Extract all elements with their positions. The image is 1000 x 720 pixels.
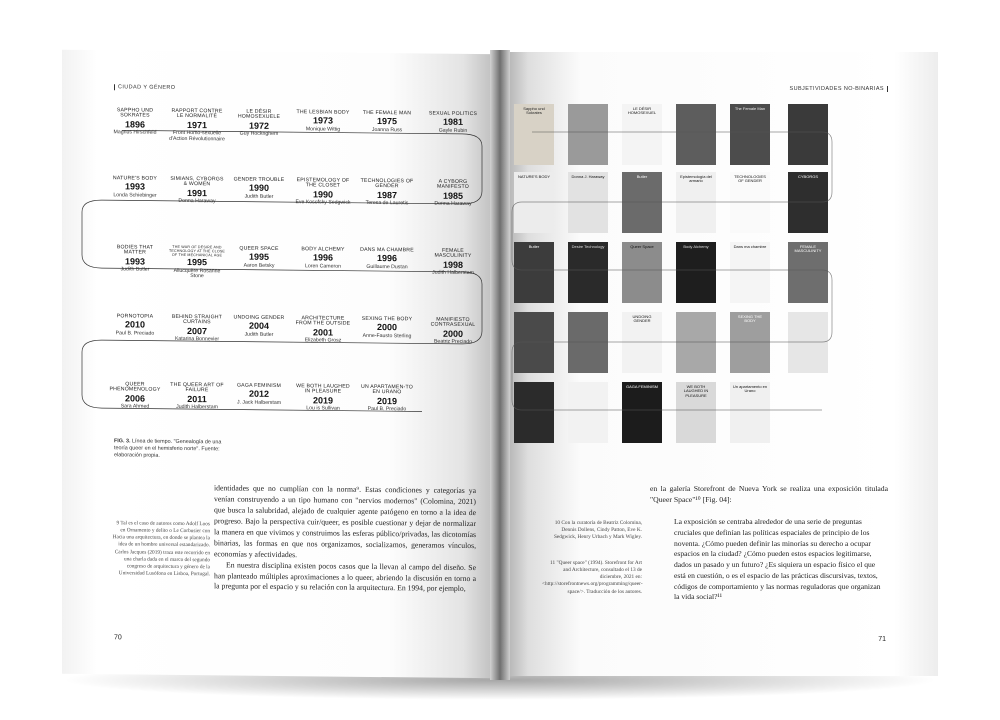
timeline-entry	[168, 383, 226, 411]
book-cover	[676, 172, 716, 233]
sidenote-11: 11 "Queer space" (1994). Storefront for Art and Architecture, consultado el 13 de diciembre, 2021 en: <http://storefrontnews.org/programming/queer-space/>. Traducción de los autores.	[542, 560, 643, 595]
timeline-entry	[168, 315, 226, 343]
timeline-entry	[294, 110, 352, 133]
figure-caption	[114, 438, 234, 460]
timeline-entry-year: 1985	[442, 190, 464, 201]
timeline-entry	[358, 111, 416, 134]
left-body-text	[214, 483, 476, 595]
timeline-entry	[424, 249, 482, 277]
timeline-entry-author: Gayle Rubin	[438, 127, 468, 134]
timeline-entry-title: SIMIANS, CYBORGS & WOMEN	[170, 175, 224, 188]
book-cover-title: SEXING THE BODY	[737, 314, 763, 324]
timeline-entry-author: Magnus Hirschfeld	[113, 129, 157, 137]
timeline-entry-author: Allucquère Rosanne Stone	[173, 267, 221, 280]
timeline-entry-year: 2007	[186, 325, 208, 337]
timeline-entry-year: 2012	[248, 389, 270, 400]
timeline-entry-year: 1987	[376, 189, 398, 201]
timeline-entry-title: A CYBORG MANIFESTO	[437, 178, 469, 191]
timeline-entry-title: BEHIND STRAIGHT CURTAINS	[171, 313, 223, 326]
sidenote-10: 10 Con la curatoría de Beatriz Colomina, Dennis Dollens, Cindy Patton, Eve K. Sedgwick, Henry Urbach y Mark Wigley.	[553, 520, 642, 541]
timeline-entry-year: 2000	[442, 328, 464, 339]
timeline-entry-year: 1991	[186, 187, 208, 199]
book-cover	[676, 104, 716, 165]
timeline-entry-title: QUEER PHENOMENOLOGY	[109, 381, 161, 394]
timeline-entry-title: BODY ALCHEMY	[301, 246, 345, 253]
timeline-entry-title: QUEER SPACE	[239, 245, 279, 252]
book-cover-title: Queer Space	[630, 244, 654, 249]
timeline-entry-title: PORNOTOPIA	[116, 313, 154, 320]
timeline-entry-year: 2001	[312, 327, 334, 338]
book-cover-title: NATURE'S BODY	[517, 174, 551, 179]
book-cover-title: UNDOING GENDER	[632, 314, 652, 324]
timeline-entry-year: 1981	[442, 117, 464, 128]
timeline-entry-year: 2019	[312, 395, 334, 406]
timeline-entry-author: Paul B. Preciado	[367, 406, 407, 413]
book-cover	[788, 172, 828, 233]
right-body-text	[650, 484, 888, 506]
sidenote-9: 9 Tal es el caso de autores como Adolf Loos en Ornamento y delito o Le Corbusier con Hacia una arquitectura, en donde se plantea la idea de un hombre universal estandarizado. Carlos Jacques (2019) traza este recorrido en una charla dada en el marco del segundo congreso de arquitectura y género de la Universidad Lusófona en Lisboa, Portugal.	[112, 520, 210, 578]
book-cover-title: Butler	[528, 244, 540, 249]
book-cover	[568, 242, 608, 303]
timeline-entry-author: Paul B. Preciado	[115, 330, 155, 337]
timeline-entry-title: FEMALE MASCULINITY	[434, 247, 472, 260]
book-cover-title: Sappho und Sokrates	[523, 106, 545, 116]
book-cover	[730, 104, 770, 165]
timeline-entry	[424, 112, 482, 135]
timeline-entry-author: Joanna Russ	[371, 126, 403, 134]
book-cover-title: Dans ma chambre	[733, 244, 767, 249]
timeline-entry-author: Donna Haraway	[178, 198, 216, 205]
book-cover	[730, 312, 770, 373]
book-cover	[568, 172, 608, 233]
timeline-entry-author: Donna Haraway	[434, 200, 472, 208]
timeline-entry-author: Eve Kosofsky Sedgwick	[295, 199, 351, 207]
book-cover	[514, 382, 554, 443]
timeline-entry-year: 2000	[376, 322, 398, 333]
timeline-entry-author: Loren Cameron	[304, 263, 342, 270]
timeline-entry-author: Judith Butler	[244, 193, 274, 200]
timeline-entry	[294, 178, 352, 206]
timeline-entry-year: 1896	[124, 119, 146, 130]
timeline-entry-title: EPISTEMOLOGY OF THE CLOSET	[296, 177, 350, 190]
book-cover	[730, 382, 770, 443]
timeline-entry	[168, 109, 226, 143]
book-cover	[730, 242, 770, 303]
timeline-entry	[358, 248, 416, 271]
timeline-entry-title: ARCHITECTURE FROM THE OUTSIDE	[295, 315, 351, 328]
timeline-entry-year: 1990	[248, 183, 270, 194]
timeline-entry-title: MANIFIESTO CONTRASEXUAL	[430, 316, 476, 329]
timeline-entry	[230, 383, 288, 406]
timeline-entry	[168, 246, 226, 280]
left-running-head: CIUDAD Y GÉNERO	[114, 84, 175, 91]
timeline-entry-title: TECHNOLOGIES OF GENDER	[360, 177, 414, 190]
timeline-entry-year: 1993	[124, 181, 146, 193]
timeline-entry-year: 2006	[124, 393, 146, 404]
timeline-entry-title: THE QUEER ART OF FAILURE	[170, 381, 224, 394]
book-cover	[676, 382, 716, 443]
timeline-entry	[294, 247, 352, 270]
book-cover-title: GAGA FEMINISM	[625, 384, 658, 389]
book-cover	[514, 172, 554, 233]
timeline-entry	[358, 385, 416, 413]
timeline-entry-title: UN APARTAMEN-TO EN URANO	[361, 383, 413, 396]
book-cover	[676, 242, 716, 303]
timeline-entry-author: Front Homo-sexuelle d'Action Révolutionnaire	[169, 130, 225, 143]
timeline-entry	[424, 180, 482, 208]
timeline-entry	[106, 245, 164, 273]
book-cover	[622, 104, 662, 165]
timeline-entry-year: 2019	[376, 395, 398, 407]
timeline-entry-author: Lou is Sullivan	[306, 405, 340, 412]
timeline-entry-year: 2010	[124, 319, 146, 331]
book-cover	[514, 104, 554, 165]
timeline-entry-year: 1996	[376, 253, 398, 264]
timeline-entry-year: 1973	[312, 115, 334, 127]
timeline-entry-author: Monique Wittig	[305, 126, 341, 133]
book-cover	[622, 312, 662, 373]
left-page	[62, 50, 498, 679]
book-cover	[788, 312, 828, 373]
timeline-entry-author: Judith Halberstam	[432, 269, 474, 277]
timeline-entry	[168, 177, 226, 205]
timeline-entry-title: THE FEMALE MAN	[362, 109, 412, 117]
timeline-entry-title: SAPPHO UND SOKRATES	[116, 107, 154, 120]
timeline-entry-title: UNDOING GENDER	[233, 314, 285, 322]
timeline-entry-title: GAGA FEMINISM	[236, 382, 282, 390]
book-cover	[568, 104, 608, 165]
timeline-entry	[294, 316, 352, 344]
book-cover	[568, 382, 608, 443]
timeline-entry-author: Londa Schiebinger	[113, 192, 157, 199]
timeline-entry-year: 1998	[442, 259, 464, 270]
body-paragraph: En nuestra disciplina existen pocos casos que la llevan al campo del diseño. Se han planteado múltiples aproximaciones a lo queer, abriendo la discusión en torno a la pregunta por el espacio y su relación con la arquitectura. En 1994, por ejemplo,	[214, 559, 476, 594]
timeline-entry	[230, 177, 288, 200]
book-cover-title: LE DÉSIR HOMOSEXUEL	[627, 106, 657, 116]
timeline-entry-year: 1993	[124, 256, 146, 267]
timeline-entry-title: SEXUAL POLITICS	[428, 110, 478, 118]
timeline-entry-year: 1995	[186, 257, 208, 268]
timeline-entry-title: GENDER TROUBLE	[233, 176, 285, 184]
right-running-head: SUBJETIVIDADES NO-BINARIAS	[790, 86, 888, 92]
timeline-entry-author: Teresa de Lauretis	[365, 200, 409, 207]
timeline-entry-author: Beatriz Preciado	[433, 338, 473, 346]
book-cover	[788, 242, 828, 303]
timeline-entry-year: 1995	[248, 252, 270, 263]
book-cover-title: CYBORGS	[797, 174, 818, 179]
timeline-entry-title: THE LESBIAN BODY	[296, 109, 350, 116]
timeline-entry-year: 1972	[248, 120, 270, 131]
timeline-entry-title: BODIES THAT MATTER	[116, 244, 154, 257]
timeline-entry-year: 1990	[312, 189, 334, 200]
timeline-entry	[106, 382, 164, 410]
timeline-entry-author: Guillaume Dustan	[366, 263, 408, 271]
block-quote: La exposición se centraba alrededor de una serie de preguntas cruciales que definían las políticas espaciales de principio de los noventa. ¿Cómo pueden definir las minorías su derecho a ocupar espacios en la ciudad? ¿Cómo pueden estos espacios legitimarse, dados un pasado y un futuro? ¿Es siquiera un espacio físico el que está en cuestión, o es el espacio de las prácticas discursivas, textos, códigos de comportamiento y las normas reguladoras que organizan la vida social?¹¹	[674, 517, 881, 602]
book-cover	[622, 172, 662, 233]
timeline-entry-year: 1971	[186, 119, 208, 131]
timeline-entry-title: DANS MA CHAMBRE	[360, 246, 414, 254]
timeline-entry-author: Guy Hocknghem	[239, 130, 279, 138]
timeline-entry-year: 1975	[376, 116, 398, 127]
book-cover	[568, 312, 608, 373]
timeline-entry	[230, 246, 288, 269]
timeline-entry-author: Judith Butler	[120, 266, 150, 273]
timeline-entry-title: THE WAR OF DESIRE AND TECHNOLOGY AT THE CLOSE OF THE MECHANICAL AGE	[168, 244, 226, 257]
timeline-entry-author: Anne-Fausto Sterling	[362, 332, 412, 340]
timeline-entry	[106, 314, 164, 337]
timeline-entry-title: NATURE'S BODY	[112, 175, 158, 182]
book-cover	[514, 242, 554, 303]
book-cover-title: TECHNOLOGIES OF GENDER	[734, 174, 766, 184]
book-cover-title: Un apartamento en Urano	[732, 384, 768, 394]
timeline-entry	[358, 317, 416, 340]
right-page	[502, 52, 938, 676]
book-cover-title: Body Alchemy	[683, 244, 709, 249]
book-cover-title: Desire Technology	[571, 244, 605, 249]
timeline-entry-title: WE BOTH LAUGHED IN PLEASURE	[296, 383, 350, 396]
timeline-entry-author: Judith Halberstam	[176, 404, 218, 411]
timeline-entry-title: RAPPORT CONTRE LE NORMALITÉ	[171, 107, 223, 120]
timeline-entry	[106, 176, 164, 199]
book-cover-title: FEMALE MASCULINITY	[794, 244, 822, 254]
book-spine	[490, 50, 510, 680]
timeline-entry	[230, 109, 288, 137]
timeline-entry-title: SEXING THE BODY	[361, 315, 413, 323]
book-cover	[514, 312, 554, 373]
book-cover-title: The Female Man	[734, 106, 766, 111]
caption-label: FIG. 3.	[114, 438, 131, 445]
book-cover	[622, 382, 662, 443]
body-paragraph: en la galería Storefront de Nueva York se realiza una exposición titulada "Queer Space"¹⁰ [Fig. 04]:	[650, 484, 888, 504]
timeline-entry	[358, 179, 416, 207]
book-cover-title: Butler	[636, 174, 648, 179]
book-cover-title: Epistemología del armario	[680, 174, 712, 184]
book-cover	[730, 172, 770, 233]
timeline-entry-year: 1996	[312, 252, 334, 264]
book-cover	[676, 312, 716, 373]
timeline-entry-author: J. Jack Halberstam	[236, 399, 282, 406]
timeline-entry-author: Elizabeth Grosz	[304, 337, 342, 344]
book-cover-title: WE BOTH LAUGHED IN PLEASURE	[683, 384, 709, 398]
timeline-entry-author: Sara Ahmed	[120, 403, 150, 410]
timeline-entry-year: 2011	[187, 393, 207, 405]
book-cover	[788, 104, 828, 165]
timeline-entry	[106, 108, 164, 136]
timeline-entry-year: 2004	[248, 321, 270, 332]
timeline-entry	[424, 318, 482, 346]
body-paragraph: identidades que no cumplían con la norma⁹. Estas condiciones y categorías ya venían construyendo a un tipo humano con "nervios modernos" (Colomina, 2021) que busca la salubridad, alejado de cualquier agente patógeno en torno a la idea de progreso. Bajo la perspectiva cuir/queer, es posible cuestionar y dejar de normalizar la manera en que vivimos y construimos las esferas público/privadas, las dicotomías binarias, las formas en que nos organizamos, socializamos, generamos vínculos, economías y afectividades.	[214, 483, 476, 559]
timeline-entry-title: LE DÉSIR HOMOSEXUELE	[237, 108, 281, 121]
timeline-entry-author: Judith Butler	[244, 331, 274, 338]
timeline-entry-author: Katarina Bonnevier	[174, 336, 220, 343]
book-cover	[622, 242, 662, 303]
book-cover-title: Donna J. Haraway	[571, 174, 605, 179]
page-number-right: 71	[878, 636, 886, 643]
timeline-entry	[294, 384, 352, 412]
timeline-entry	[230, 315, 288, 338]
timeline-entry-author: Aaron Betsky	[243, 262, 275, 269]
caption-text: Línea de tiempo. "Genealogía de una teoría queer en el hemisferio norte". Fuente: elaboración propia.	[114, 438, 222, 459]
page-number-left: 70	[114, 634, 122, 642]
